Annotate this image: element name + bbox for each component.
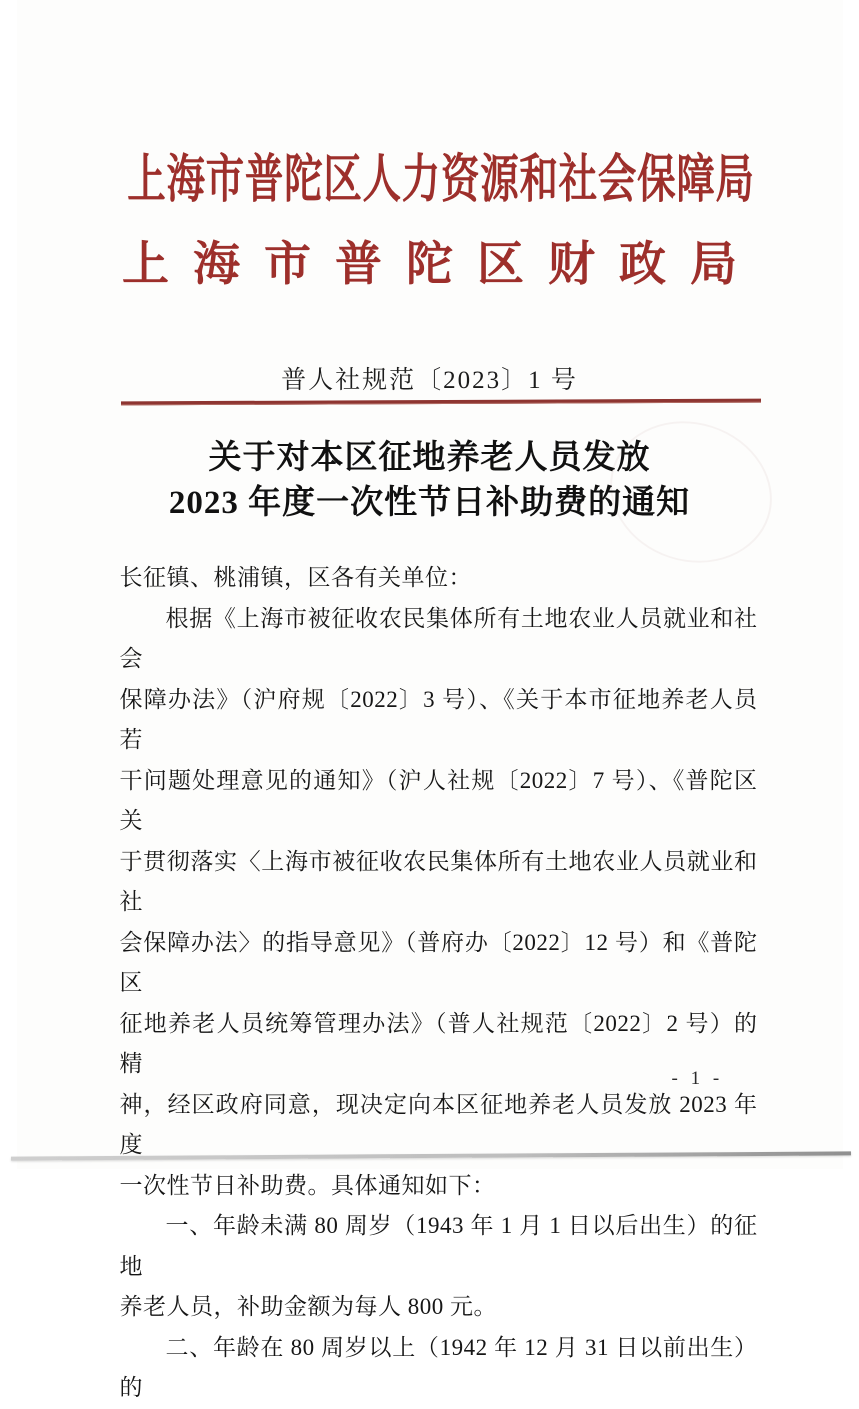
body-line-item-1: 一、年龄未满 80 周岁（1943 年 1 月 1 日以后出生）的征地 — [119, 1213, 758, 1279]
document-body — [120, 558, 758, 1409]
body-line: 神，经区政府同意，现决定向本区征地养老人员发放 2023 年度 — [119, 1091, 758, 1157]
body-line: 会保障办法〉的指导意见》（普府办〔2022〕12 号）和《普陀区 — [119, 929, 758, 995]
letterhead-divider-rule — [120, 399, 760, 406]
document-title-line2: 2023 年度一次性节日补助费的通知 — [168, 485, 691, 521]
body-line: 一次性节日补助费。具体通知如下： — [119, 1172, 496, 1198]
issuer-name-secondary: 上海市普陀区财政局 — [122, 239, 761, 291]
issuer-name-primary: 上海市普陀区人力资源和社会保障局 — [126, 152, 755, 209]
body-line: 征地养老人员统筹管理办法》（普人社规范〔2022〕2 号）的精 — [119, 1010, 758, 1076]
body-line: 保障办法》（沪府规〔2022〕3 号）、《关于本市征地养老人员若 — [119, 686, 758, 752]
body-line: 养老人员，补助金额为每人 800 元。 — [119, 1294, 497, 1319]
body-line: 干问题处理意见的通知》（沪人社规〔2022〕7 号）、《普陀区关 — [119, 767, 758, 833]
body-line: 根据《上海市被征收农民集体所有土地农业人员就业和社会 — [119, 605, 758, 671]
body-line-salutation: 长征镇、桃浦镇，区各有关单位： — [119, 565, 472, 590]
document-number: 普人社规范〔2023〕1 号 — [281, 367, 578, 394]
document-title — [17, 436, 843, 526]
document-title-line1: 关于对本区征地养老人员发放 — [208, 440, 651, 476]
page-number: - 1 - — [671, 1068, 724, 1089]
body-line: 于贯彻落实〈上海市被征收农民集体所有土地农业人员就业和社 — [119, 848, 758, 914]
document-page — [17, 0, 843, 1400]
body-line-item-2: 二、年龄在 80 周岁以上（1942 年 12 月 31 日以前出生）的 — [119, 1334, 758, 1400]
letterhead — [17, 148, 843, 294]
